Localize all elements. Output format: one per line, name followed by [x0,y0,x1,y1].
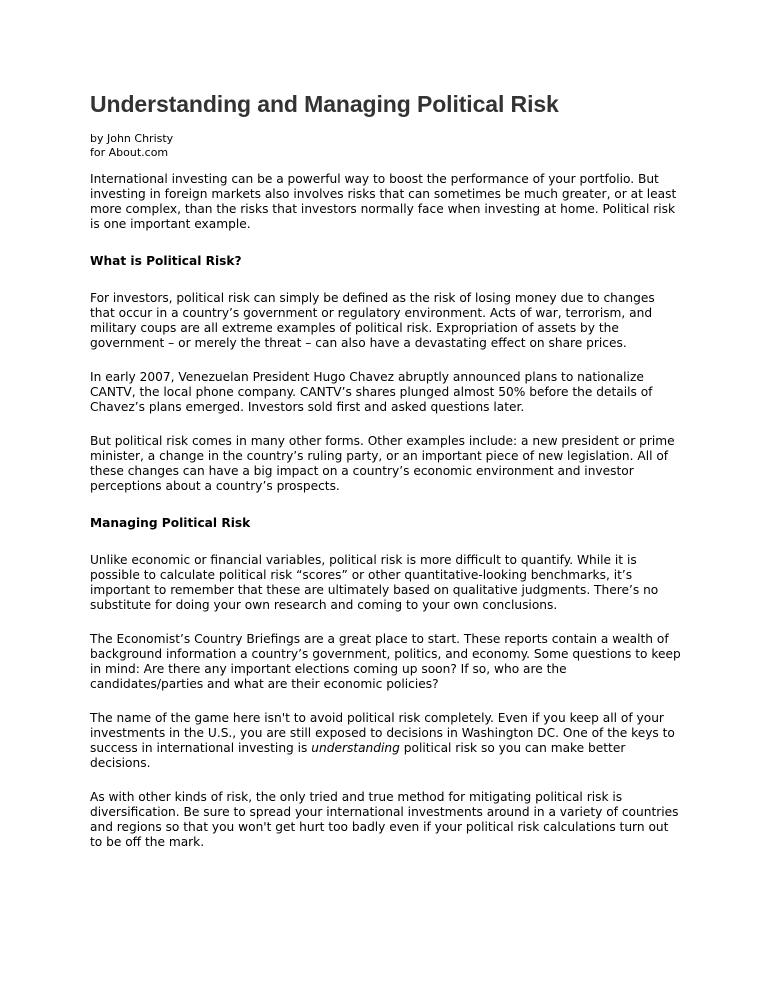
byline-author: by John Christy [90,132,174,145]
paragraph-definition: For investors, political risk can simply be defined as the risk of losing money due to changes that occur in a country’s government or regulatory environment. Acts of war, terrorism, and military coups are all extreme examples of political risk. Expropriation of assets by the government – or merely the threat – can also have a devastating effect on share prices. [90,291,655,350]
paragraph-economist-briefings: The Economist’s Country Briefings are a great place to start. These reports contain a wealth of background information a country’s government, politics, and economy. Some questions to keep in mind: Are there any important elections coming up soon? If so, who are the candidates/parties and what are their economic policies? [90,632,681,691]
paragraph-other-forms: But political risk comes in many other forms. Other examples include: a new president or prime minister, a change in the country’s ruling party, or an important piece of new legislation. All of these changes can have a big impact on a country’s economic environment and investor perceptions about a country’s prospects. [90,434,675,493]
intro-paragraph: International investing can be a powerful way to boost the performance of your portfolio. But investing in foreign markets also involves risks that can sometimes be much greater, or at least more complex, than the risks that investors normally face when investing at home. Political risk is one important example. [90,172,677,231]
paragraph-diversification: As with other kinds of risk, the only tried and true method for mitigating political risk is diversification. Be sure to spread your international investments around in a variety of countries and regions so that you won't get hurt too badly even if your political risk calculations turn out to be off the mark. [90,790,679,849]
byline-source: for About.com [90,145,169,159]
game-text-before: The name of the game here isn't to avoid political risk completely. Even if you keep all of your investments in the U.S., you are still exposed to decisions in Washington DC. One of the keys to success in international investing is [90,711,675,755]
article-title: Understanding and Managing Political Risk [90,91,559,117]
game-text-emphasis: understanding [311,741,400,755]
section-heading-what-is-political-risk: What is Political Risk? [90,254,242,268]
paragraph-name-of-the-game [90,711,682,771]
game-text-after: political risk so you can make better decisions. [90,741,626,770]
section-heading-managing-political-risk: Managing Political Risk [90,516,251,530]
paragraph-chavez-example: In early 2007, Venezuelan President Hugo Chavez abruptly announced plans to nationalize CANTV, the local phone company. CANTV’s shares plunged almost 50% before the details of Chavez’s plans emerged. Investors sold first and asked questions later. [90,370,653,414]
article [90,90,682,850]
paragraph-quantify: Unlike economic or financial variables, political risk is more difficult to quantify. While it is possible to calculate political risk “scores” or other quantitative-looking benchmarks, it’s important to remember that these are ultimately based on qualitative judgments. There’s no substitute for doing your own research and coming to your own conclusions. [90,553,659,612]
byline [90,132,682,159]
